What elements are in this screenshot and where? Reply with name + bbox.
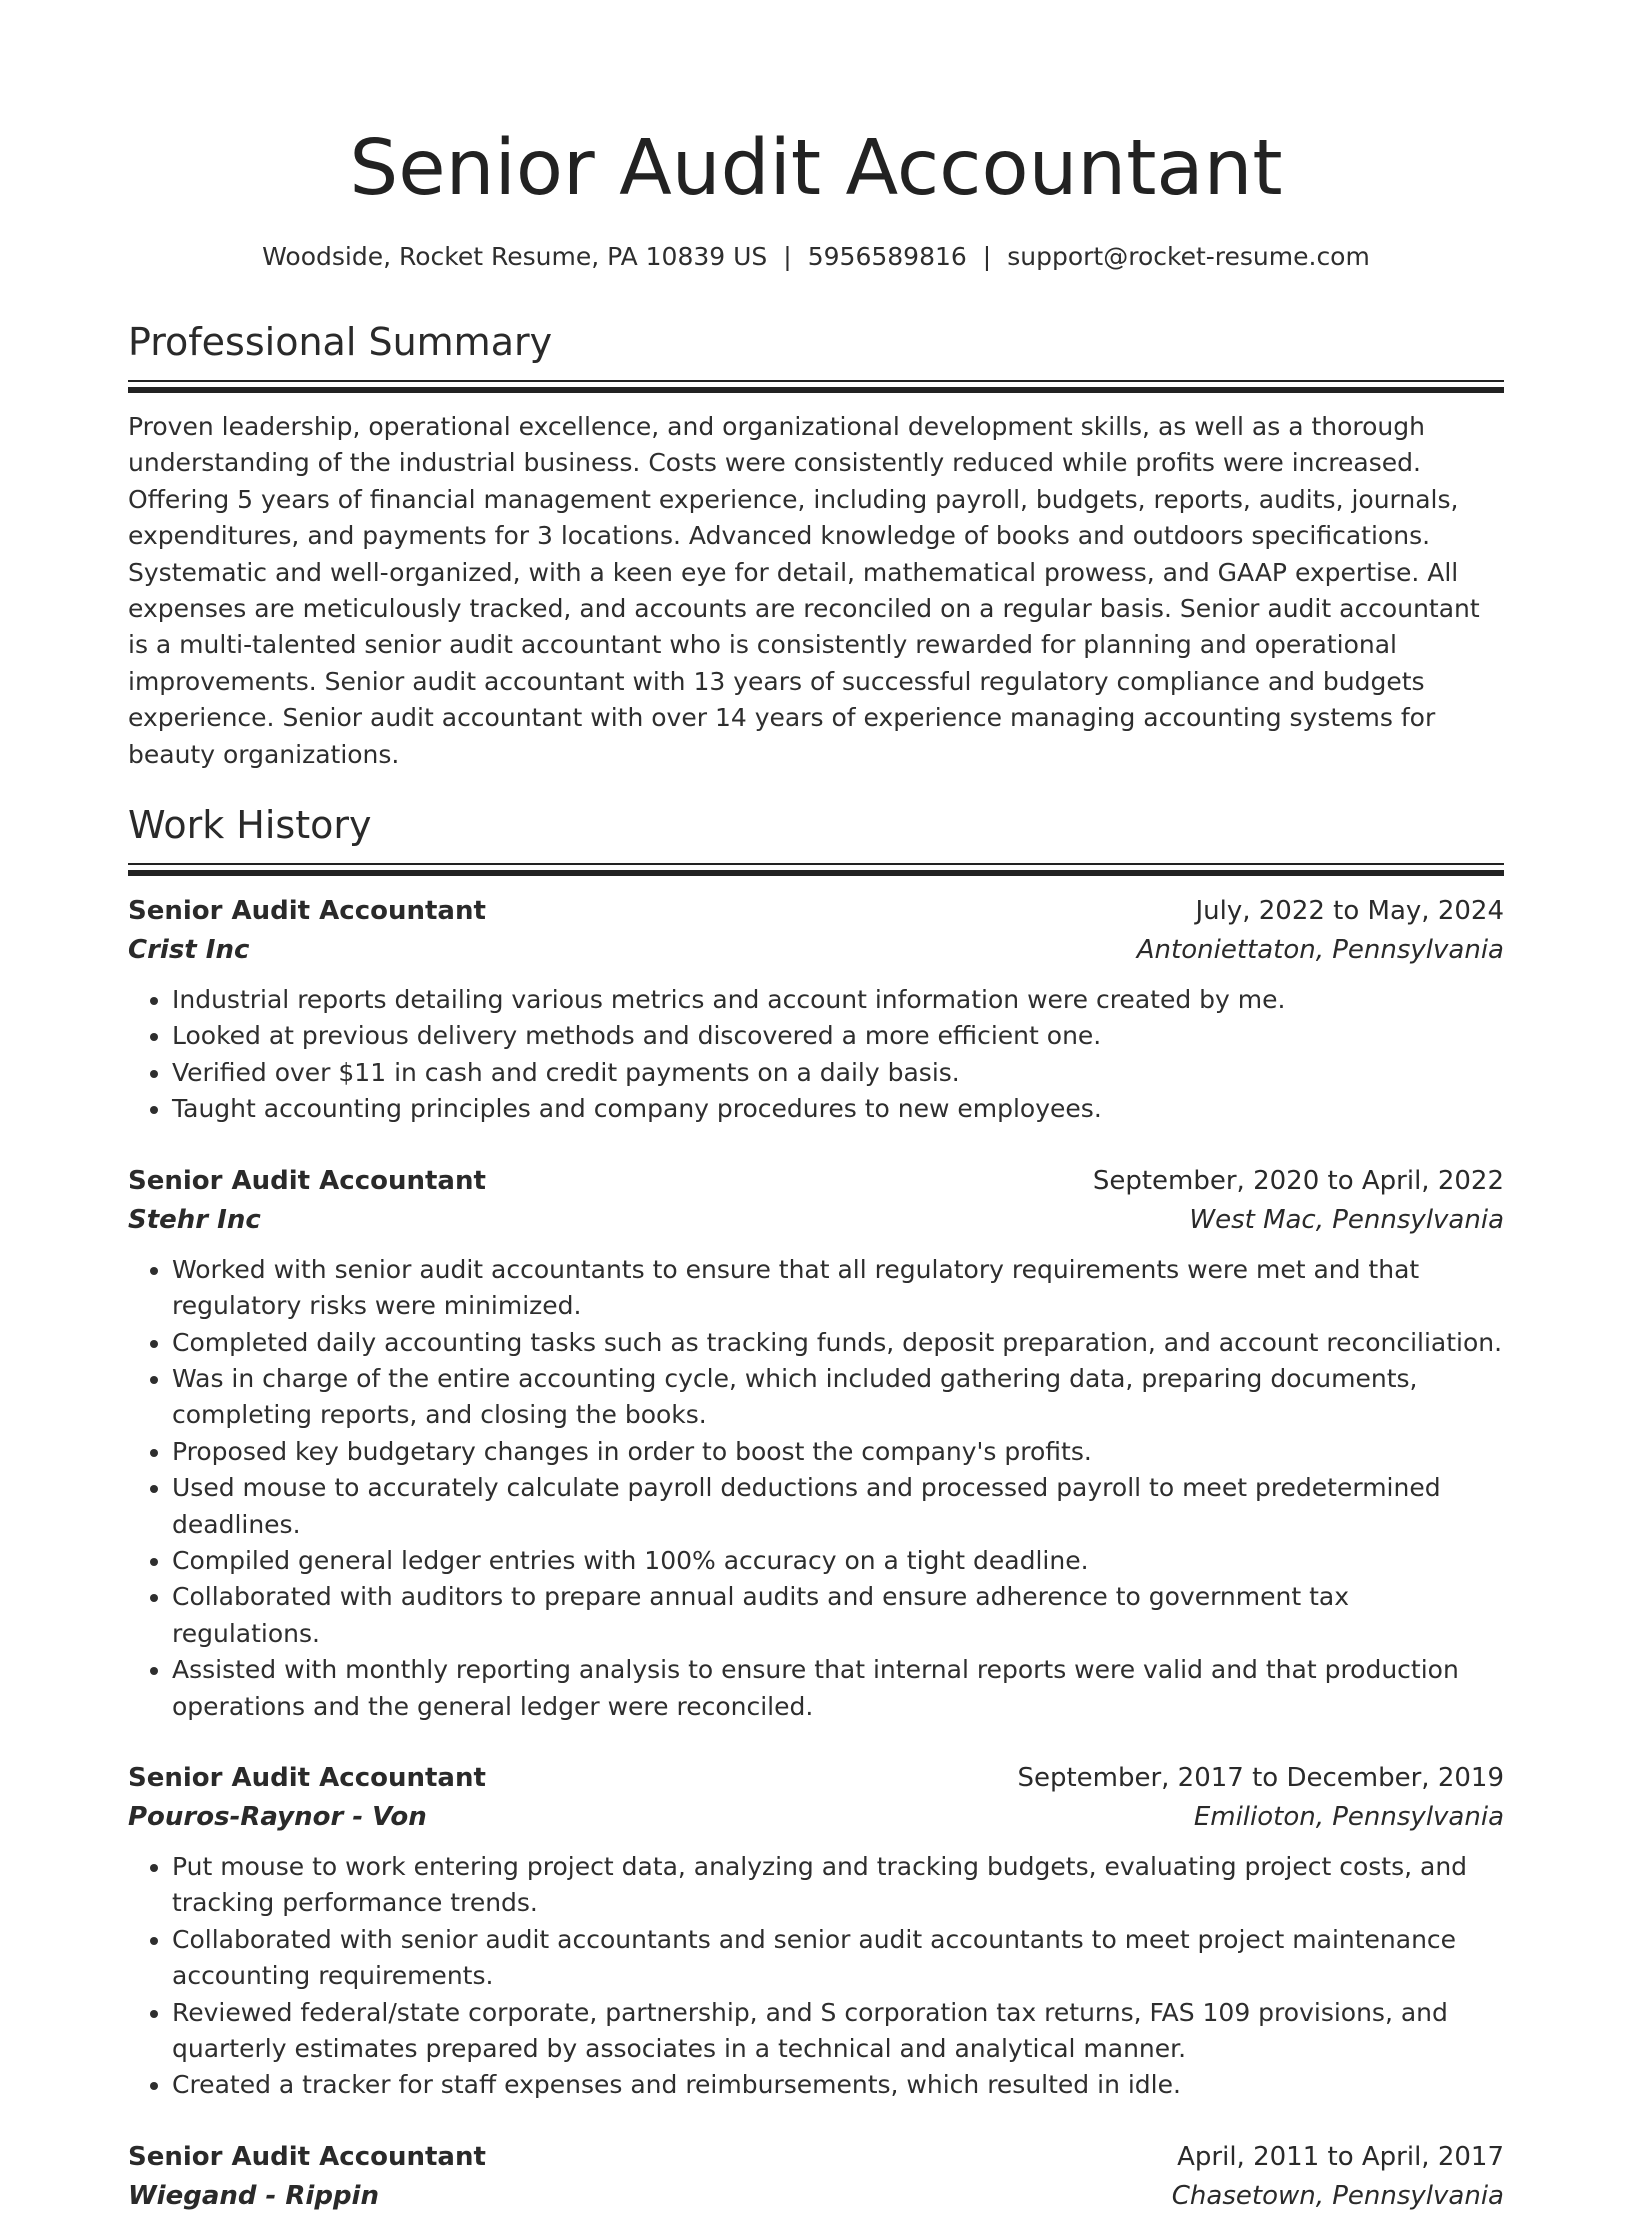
job-title: Senior Audit Accountant: [128, 1165, 486, 1196]
job-location: West Mac, Pennsylvania: [1189, 1204, 1504, 1235]
job-bullet: • Created a tracker for staff expenses and reimbursements, which resulted in idle.: [172, 2067, 1504, 2103]
job-bullet: • Industrial reports detailing various metrics and account information were created by me.: [172, 982, 1504, 1018]
job-bullet: • Compiled general ledger entries with 100% accuracy on a tight deadline.: [172, 1543, 1504, 1579]
section-divider-thick: [128, 870, 1504, 876]
section-divider-thin: [128, 380, 1504, 382]
job-location: Antoniettaton, Pennsylvania: [1136, 935, 1504, 966]
section-divider-thin: [128, 863, 1504, 865]
section-title-summary: Professional Summary: [128, 320, 553, 364]
job-bullet-list: [128, 1252, 1504, 1725]
job-bullet: • Worked with senior audit accountants to ensure that all regulatory requirements were met and that regulatory risks were minimized.: [172, 1252, 1504, 1325]
contact-separator: |: [783, 242, 792, 271]
job-title: Senior Audit Accountant: [128, 1762, 486, 1793]
job-company: Wiegand - Rippin: [128, 2180, 379, 2211]
summary-text: Proven leadership, operational excellence, and organizational development skills, as well as a thorough understanding of the industrial business. Costs were consistently reduced while profits were increased. Offering 5 years of financial management experience, including payroll, budgets, reports, audits, journals, expenditures, and payments for 3 locations. Advanced knowledge of books and outdoors specifications. Systematic and well-organized, with a keen eye for detail, mathematical prowess, and GAAP expertise. All expenses are meticulously tracked, and accounts are reconciled on a regular basis. Senior audit accountant is a multi-talented senior audit accountant who is consistently rewarded for planning and operational improvements. Senior audit accountant with 13 years of successful regulatory compliance and budgets experience. Senior audit accountant with over 14 years of experience managing accounting systems for beauty organizations.: [128, 412, 1480, 769]
contact-separator: |: [982, 242, 992, 271]
contact-line: [128, 240, 1504, 274]
job-entry: [128, 2138, 1504, 2216]
job-bullet: • Was in charge of the entire accounting cycle, which included gathering data, preparing documents, completing reports, and closing the books.: [172, 1361, 1504, 1434]
job-title: Senior Audit Accountant: [128, 2141, 486, 2172]
job-bullet: • Assisted with monthly reporting analysis to ensure that internal reports were valid and that production operations and the general ledger were reconciled.: [172, 1652, 1504, 1725]
contact-address: Woodside, Rocket Resume, PA 10839 US: [262, 242, 768, 271]
job-dates: July, 2022 to May, 2024: [1195, 896, 1504, 927]
summary-section: [128, 316, 1504, 773]
job-company: Stehr Inc: [128, 1204, 261, 1235]
work-history-section: [128, 799, 1504, 2216]
job-entry: [128, 892, 1504, 1128]
job-company: Pouros-Raynor - Von: [128, 1801, 427, 1832]
job-entry: [128, 1162, 1504, 1725]
job-bullet: • Taught accounting principles and company procedures to new employees.: [172, 1091, 1504, 1127]
contact-email: support@rocket-resume.com: [1007, 242, 1370, 271]
job-bullet: • Put mouse to work entering project data, analyzing and tracking budgets, evaluating project costs, and tracking performance trends.: [172, 1849, 1504, 1922]
job-bullet: • Used mouse to accurately calculate payroll deductions and processed payroll to meet predetermined deadlines.: [172, 1470, 1504, 1543]
job-bullet: • Reviewed federal/state corporate, partnership, and S corporation tax returns, FAS 109 provisions, and quarterly estimates prepared by associates in a technical and analytical manner.: [172, 1995, 1504, 2068]
job-bullet: • Completed daily accounting tasks such as tracking funds, deposit preparation, and account reconciliation.: [172, 1325, 1504, 1361]
job-title: Senior Audit Accountant: [128, 896, 486, 927]
job-bullet: • Proposed key budgetary changes in order to boost the company's profits.: [172, 1434, 1504, 1470]
job-bullet: • Verified over $11 in cash and credit payments on a daily basis.: [172, 1055, 1504, 1091]
job-dates: September, 2020 to April, 2022: [1092, 1165, 1504, 1196]
job-company: Crist Inc: [128, 935, 250, 966]
job-bullet-list: [128, 982, 1504, 1128]
job-bullet: • Looked at previous delivery methods and discovered a more efficient one.: [172, 1018, 1504, 1054]
section-divider-thick: [128, 387, 1504, 393]
job-bullet: • Collaborated with auditors to prepare annual audits and ensure adherence to government tax regulations.: [172, 1579, 1504, 1652]
job-location: Chasetown, Pennsylvania: [1171, 2180, 1504, 2211]
resume-name: Senior Audit Accountant: [349, 124, 1283, 213]
job-bullet: • Collaborated with senior audit accountants and senior audit accountants to meet project maintenance accounting requirements.: [172, 1922, 1504, 1995]
contact-phone: 5956589816: [807, 242, 967, 271]
job-dates: April, 2011 to April, 2017: [1177, 2141, 1504, 2172]
job-entry: [128, 1759, 1504, 2104]
section-title-work-history: Work History: [128, 803, 372, 848]
job-bullet-list: [128, 1849, 1504, 2104]
job-dates: September, 2017 to December, 2019: [1017, 1762, 1504, 1793]
job-location: Emilioton, Pennsylvania: [1193, 1801, 1504, 1832]
